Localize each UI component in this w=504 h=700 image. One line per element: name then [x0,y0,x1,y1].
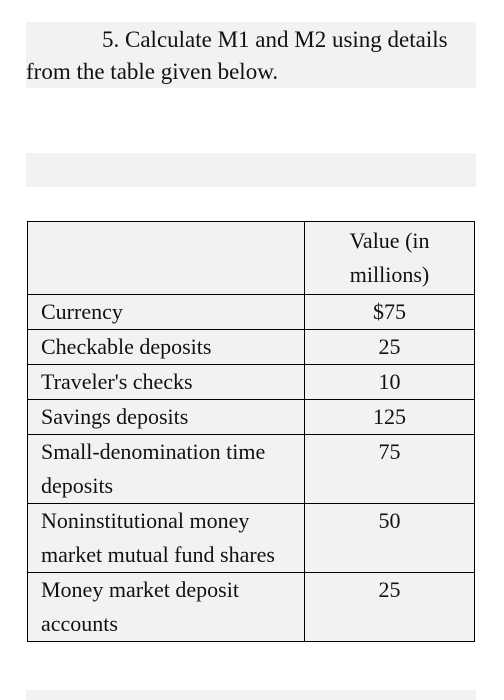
table-row [28,435,475,504]
row-item-checkable-deposits: Checkable deposits [28,330,305,365]
blank-answer-band [26,153,476,187]
row-item-travelers-checks: Traveler's checks [28,365,305,400]
header-value-cell: Value (in millions) [305,222,475,295]
header-item-cell [28,222,305,295]
row-value-travelers-checks: 10 [305,365,475,400]
table-row [28,400,475,435]
row-value-currency: $75 [305,295,475,330]
row-item-mmda: Money market deposit accounts [28,573,305,642]
row-item-savings-deposits: Savings deposits [28,400,305,435]
row-value-noninstitutional-mmmf: 50 [305,504,475,573]
bottom-band [26,690,476,700]
row-item-noninstitutional-mmmf: Noninstitutional money market mutual fund shares [28,504,305,573]
table-row [28,365,475,400]
table-header-row [28,222,475,295]
row-item-currency: Currency [28,295,305,330]
row-item-small-time-deposits: Small-denomination time deposits [28,435,305,504]
row-value-small-time-deposits: 75 [305,435,475,504]
row-value-mmda: 25 [305,573,475,642]
table-row [28,330,475,365]
table-row [28,504,475,573]
row-value-savings-deposits: 125 [305,400,475,435]
table-row [28,295,475,330]
question-text: 5. Calculate M1 and M2 using details from the table given below. [26,27,448,84]
table-row [28,573,475,642]
row-value-checkable-deposits: 25 [305,330,475,365]
money-supply-table [27,221,475,642]
